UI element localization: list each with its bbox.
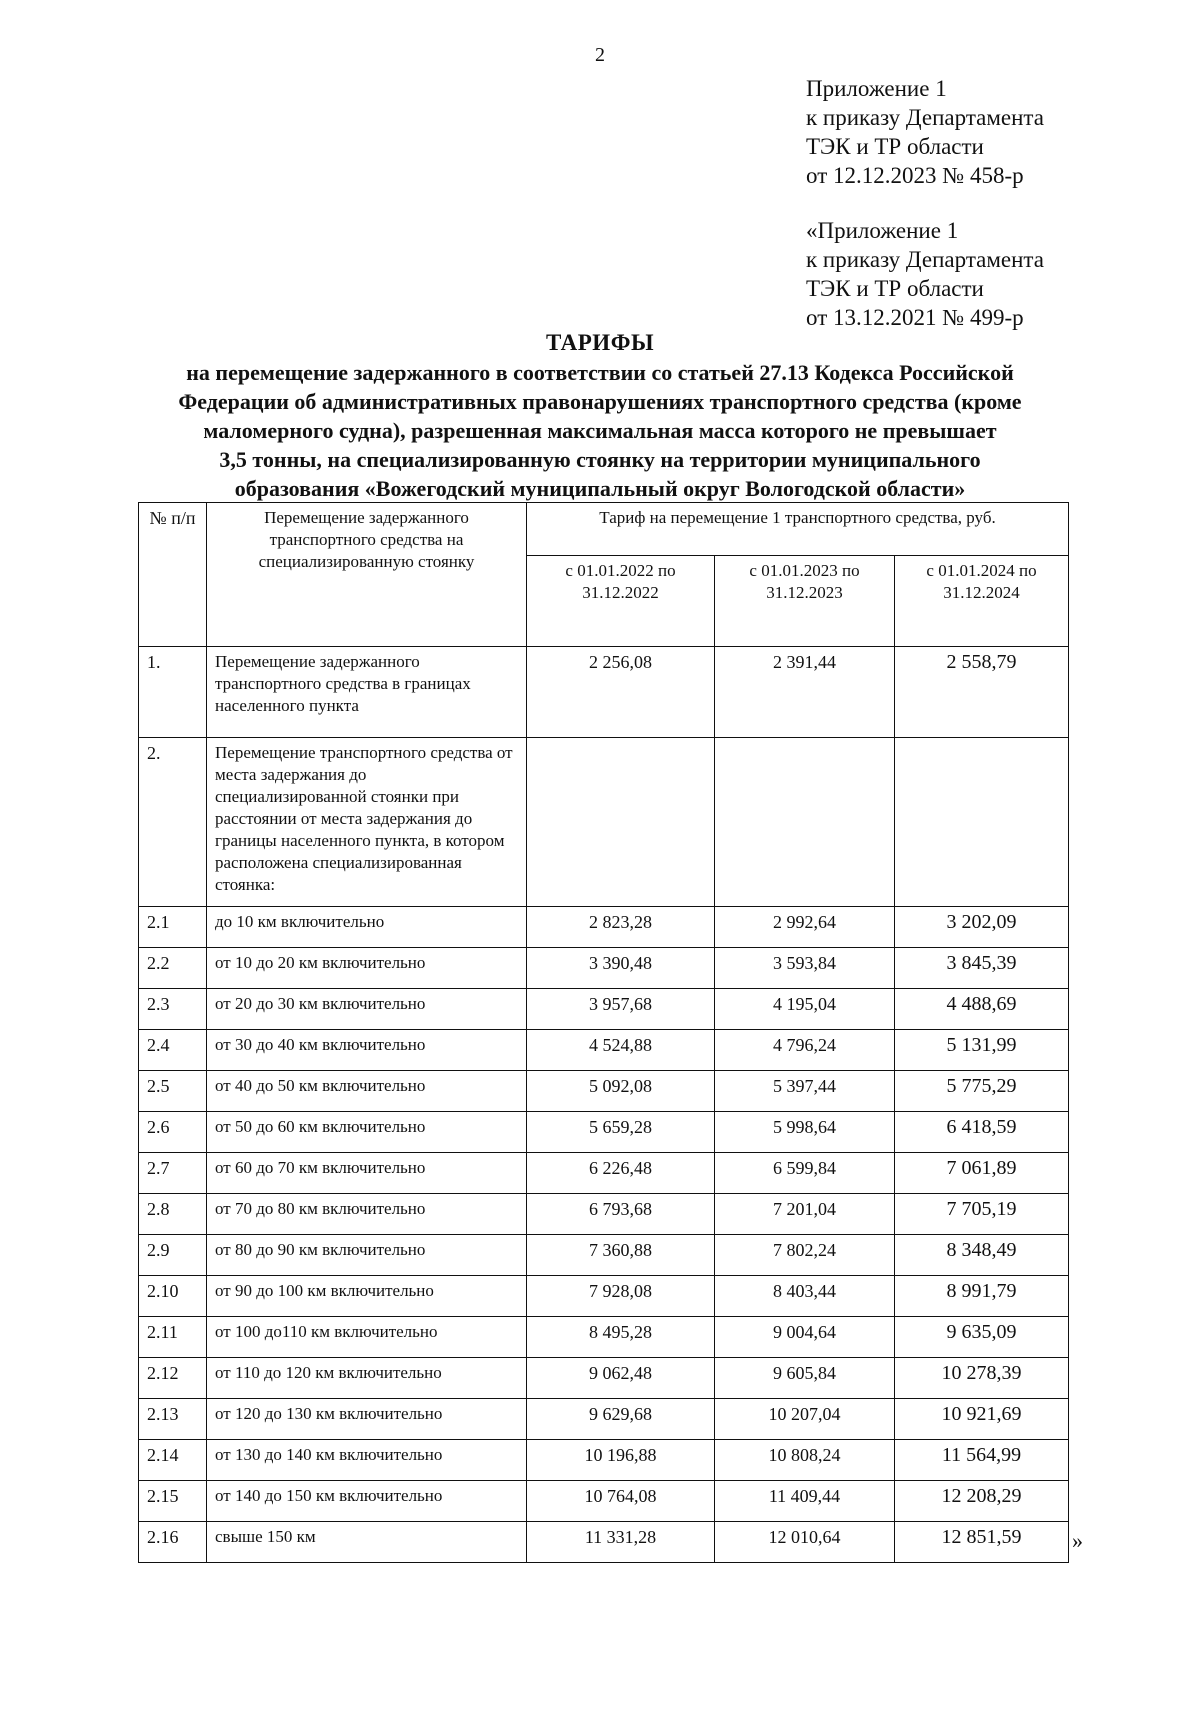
row-number: 2.2: [139, 948, 207, 989]
row-number: 2.10: [139, 1276, 207, 1317]
appendix-reference-new: [806, 74, 1044, 190]
appendix-new-line: Приложение 1: [806, 76, 947, 101]
table-row: [139, 1071, 1069, 1112]
tariff-2024: 3 845,39: [895, 948, 1069, 989]
row-description: от 40 до 50 км включительно: [207, 1071, 527, 1112]
row-description: до 10 км включительно: [207, 907, 527, 948]
tariffs-table: [138, 502, 1069, 1563]
tariff-2024: 2 558,79: [895, 647, 1069, 738]
table-header: [139, 503, 1069, 647]
row-description: от 10 до 20 км включительно: [207, 948, 527, 989]
row-description: от 60 до 70 км включительно: [207, 1153, 527, 1194]
tariff-2024: 6 418,59: [895, 1112, 1069, 1153]
tariff-2023: 4 195,04: [715, 989, 895, 1030]
appendix-old-line: ТЭК и ТР области: [806, 276, 984, 301]
row-description: от 120 до 130 км включительно: [207, 1399, 527, 1440]
row-number: 2.13: [139, 1399, 207, 1440]
tariff-2023: 2 391,44: [715, 647, 895, 738]
closing-quote: »: [1072, 1528, 1083, 1553]
header-period-2024: с 01.01.2024 по 31.12.2024: [895, 556, 1069, 647]
tariff-2022: 9 629,68: [527, 1399, 715, 1440]
row-description: от 80 до 90 км включительно: [207, 1235, 527, 1276]
tariff-2023: 7 201,04: [715, 1194, 895, 1235]
tariff-2022: [527, 738, 715, 907]
tariff-2022: 6 793,68: [527, 1194, 715, 1235]
tariff-2023: 3 593,84: [715, 948, 895, 989]
tariff-2022: 7 360,88: [527, 1235, 715, 1276]
tariff-2022: 9 062,48: [527, 1358, 715, 1399]
tariff-2023: 8 403,44: [715, 1276, 895, 1317]
header-number: № п/п: [139, 503, 207, 647]
tariff-2023: 9 605,84: [715, 1358, 895, 1399]
tariff-2023: 7 802,24: [715, 1235, 895, 1276]
row-description: от 20 до 30 км включительно: [207, 989, 527, 1030]
tariff-2024: 10 921,69: [895, 1399, 1069, 1440]
appendix-old-line: к приказу Департамента: [806, 247, 1044, 272]
table-row: [139, 1235, 1069, 1276]
tariff-2023: 5 998,64: [715, 1112, 895, 1153]
tariff-2024: 5 131,99: [895, 1030, 1069, 1071]
row-number: 2.8: [139, 1194, 207, 1235]
page-number: 2: [595, 44, 605, 66]
tariff-2023: 11 409,44: [715, 1481, 895, 1522]
tariff-2024: 4 488,69: [895, 989, 1069, 1030]
table-row: [139, 1112, 1069, 1153]
subtitle-line: на перемещение задержанного в соответствии со статьей 27.13 Кодекса Российской: [186, 360, 1014, 385]
tariff-2023: 6 599,84: [715, 1153, 895, 1194]
tariff-2023: 10 808,24: [715, 1440, 895, 1481]
appendix-old-line: «Приложение 1: [806, 218, 959, 243]
tariff-2022: 5 659,28: [527, 1112, 715, 1153]
header-tariff: Тариф на перемещение 1 транспортного средства, руб.: [527, 503, 1069, 556]
tariff-2024: 7 061,89: [895, 1153, 1069, 1194]
tariff-2022: 7 928,08: [527, 1276, 715, 1317]
table-row: [139, 1276, 1069, 1317]
tariff-2023: 5 397,44: [715, 1071, 895, 1112]
tariff-2024: 12 851,59: [895, 1522, 1069, 1563]
subtitle-line: маломерного судна), разрешенная максимальная масса которого не превышает: [203, 418, 997, 443]
row-description: Перемещение задержанного транспортного средства в границах населенного пункта: [207, 647, 527, 738]
row-number: 2.11: [139, 1317, 207, 1358]
tariff-2022: 6 226,48: [527, 1153, 715, 1194]
tariff-2022: 2 823,28: [527, 907, 715, 948]
appendix-new-line: ТЭК и ТР области: [806, 134, 984, 159]
tariff-2022: 3 390,48: [527, 948, 715, 989]
tariff-2022: 5 092,08: [527, 1071, 715, 1112]
row-number: 2.3: [139, 989, 207, 1030]
row-number: 2.12: [139, 1358, 207, 1399]
tariff-2023: [715, 738, 895, 907]
appendix-new-line: от 12.12.2023 № 458-р: [806, 163, 1024, 188]
tariff-2023: 10 207,04: [715, 1399, 895, 1440]
row-number: 2.9: [139, 1235, 207, 1276]
table-row: [139, 1522, 1069, 1563]
table-row: [139, 647, 1069, 738]
subtitle-line: Федерации об административных правонарушениях транспортного средства (кроме: [178, 389, 1022, 414]
row-description: свыше 150 км: [207, 1522, 527, 1563]
tariff-2023: 9 004,64: [715, 1317, 895, 1358]
row-description: от 70 до 80 км включительно: [207, 1194, 527, 1235]
row-description: Перемещение транспортного средства от места задержания до специализированной стоянки при расстоянии от места задержания до границы населенного пункта, в котором расположена специализированная стоянка:: [207, 738, 527, 907]
row-number: 1.: [139, 647, 207, 738]
tariff-2024: 11 564,99: [895, 1440, 1069, 1481]
tariff-2022: 8 495,28: [527, 1317, 715, 1358]
table-row: [139, 1153, 1069, 1194]
table-row: [139, 1399, 1069, 1440]
appendix-reference-old: [806, 216, 1044, 332]
tariff-2024: 3 202,09: [895, 907, 1069, 948]
subtitle-line: 3,5 тонны, на специализированную стоянку на территории муниципального: [219, 447, 981, 472]
table-row: [139, 948, 1069, 989]
tariff-2024: 8 348,49: [895, 1235, 1069, 1276]
table-row: [139, 1030, 1069, 1071]
tariff-2022: 4 524,88: [527, 1030, 715, 1071]
row-description: от 50 до 60 км включительно: [207, 1112, 527, 1153]
row-number: 2.15: [139, 1481, 207, 1522]
row-description: от 30 до 40 км включительно: [207, 1030, 527, 1071]
table-row: [139, 1481, 1069, 1522]
tariff-2023: 12 010,64: [715, 1522, 895, 1563]
table-row: [139, 738, 1069, 907]
row-description: от 100 до110 км включительно: [207, 1317, 527, 1358]
table-row: [139, 1317, 1069, 1358]
table-row: [139, 907, 1069, 948]
tariff-2024: 7 705,19: [895, 1194, 1069, 1235]
table-row: [139, 1358, 1069, 1399]
appendix-old-line: от 13.12.2021 № 499-р: [806, 305, 1024, 330]
tariff-2024: 9 635,09: [895, 1317, 1069, 1358]
tariff-2022: 10 764,08: [527, 1481, 715, 1522]
row-description: от 130 до 140 км включительно: [207, 1440, 527, 1481]
tariff-2022: 10 196,88: [527, 1440, 715, 1481]
tariff-2024: [895, 738, 1069, 907]
row-description: от 140 до 150 км включительно: [207, 1481, 527, 1522]
row-number: 2.: [139, 738, 207, 907]
tariff-2022: 11 331,28: [527, 1522, 715, 1563]
header-description: Перемещение задержанного транспортного средства на специализированную стоянку: [207, 503, 527, 647]
subtitle-line: образования «Вожегодский муниципальный округ Вологодской области»: [234, 476, 966, 501]
document-title: ТАРИФЫ: [545, 330, 655, 355]
table-row: [139, 1440, 1069, 1481]
appendix-new-line: к приказу Департамента: [806, 105, 1044, 130]
tariff-2024: 8 991,79: [895, 1276, 1069, 1317]
row-number: 2.6: [139, 1112, 207, 1153]
table-row: [139, 1194, 1069, 1235]
row-number: 2.16: [139, 1522, 207, 1563]
row-description: от 110 до 120 км включительно: [207, 1358, 527, 1399]
row-number: 2.7: [139, 1153, 207, 1194]
document-subtitle: [125, 358, 1075, 503]
tariff-2024: 10 278,39: [895, 1358, 1069, 1399]
tariff-2023: 4 796,24: [715, 1030, 895, 1071]
row-description: от 90 до 100 км включительно: [207, 1276, 527, 1317]
row-number: 2.4: [139, 1030, 207, 1071]
tariff-2024: 5 775,29: [895, 1071, 1069, 1112]
header-period-2023: с 01.01.2023 по 31.12.2023: [715, 556, 895, 647]
tariff-2022: 2 256,08: [527, 647, 715, 738]
tariff-2024: 12 208,29: [895, 1481, 1069, 1522]
header-period-2022: с 01.01.2022 по 31.12.2022: [527, 556, 715, 647]
table-row: [139, 989, 1069, 1030]
tariff-2023: 2 992,64: [715, 907, 895, 948]
row-number: 2.14: [139, 1440, 207, 1481]
row-number: 2.5: [139, 1071, 207, 1112]
tariff-2022: 3 957,68: [527, 989, 715, 1030]
row-number: 2.1: [139, 907, 207, 948]
